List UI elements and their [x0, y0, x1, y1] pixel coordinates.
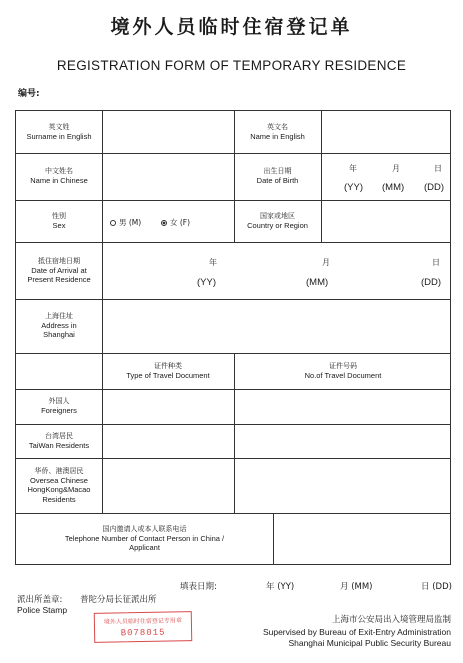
police-station-name: 普陀分局长征派出所 [80, 595, 157, 605]
column-divider [102, 242, 103, 353]
sex-option-male[interactable] [110, 217, 141, 228]
given-name-label: 英文名 Name in English [250, 122, 305, 141]
column-divider [102, 111, 103, 242]
radio-icon [110, 220, 116, 226]
dob-month-cn: 月 [392, 164, 400, 173]
police-stamp-label-cn: 派出所盖章: [17, 595, 63, 605]
sex-option-female-label: 女 (F) [170, 218, 191, 227]
fill-date-day: 日 (DD) [421, 582, 452, 592]
stamp-number: B078015 [120, 627, 166, 639]
address-label: 上海住址 Address in Shanghai [41, 312, 77, 340]
arrival-year-en: (YY) [197, 277, 216, 288]
arrival-day-cn: 日 [432, 258, 440, 267]
arrival-month-cn: 月 [322, 258, 330, 267]
column-divider [273, 513, 274, 565]
serial-number-label: 编号: [18, 89, 40, 99]
dob-year-en: (YY) [344, 182, 363, 193]
arrival-month-en: (MM) [306, 277, 329, 288]
supervisor-en-line1: Supervised by Bureau of Exit-Entry Administration [262, 627, 451, 637]
sex-option-female[interactable] [161, 217, 190, 228]
foreigners-label: 外国人 Foreigners [41, 397, 77, 416]
radio-checked-icon [161, 220, 167, 226]
document-number-header: 证件号码 No.of Travel Document [304, 361, 382, 380]
arrival-day-en: (DD) [421, 277, 442, 288]
arrival-date-label: 抵住宿地日期 Date of Arrival at Present Residence [27, 256, 91, 284]
document-type-header: 证件种类 Type of Travel Document [126, 361, 210, 380]
dob-day-cn: 日 [434, 164, 442, 173]
fill-date-label: 填表日期: [180, 582, 217, 592]
date-of-birth-label: 出生日期 Date of Birth [256, 167, 299, 186]
official-stamp [94, 611, 193, 643]
sex-option-male-label: 男 (M) [119, 218, 142, 227]
fill-date-year: 年 (YY) [266, 582, 295, 592]
supervisor-cn: 上海市公安局出入境管理局监制 [331, 615, 451, 625]
dob-month-en: (MM) [382, 182, 405, 193]
chinese-name-label: 中文姓名 Name in Chinese [30, 167, 88, 186]
country-label: 国家或地区 Country or Region [247, 211, 308, 230]
supervisor-en-line2: Shanghai Municipal Public Security Bureau [288, 638, 451, 648]
contact-phone-label: 国内邀请人或本人联系电话 Telephone Number of Contact Person in China / Applicant [64, 525, 225, 553]
police-stamp-label-en: Police Stamp [17, 605, 68, 615]
form-title-chinese: 境外人员临时住宿登记单 [110, 16, 353, 38]
taiwan-residents-label: 台湾居民 TaiWan Residents [28, 431, 90, 450]
dob-day-en: (DD) [424, 182, 445, 193]
dob-year-cn: 年 [349, 164, 357, 173]
column-divider [321, 111, 322, 242]
registration-form-table [15, 110, 451, 565]
form-title-english: REGISTRATION FORM OF TEMPORARY RESIDENCE [56, 58, 407, 73]
arrival-year-cn: 年 [209, 258, 217, 267]
stamp-text: 境外人员临时住宿登记专用章 [103, 617, 182, 626]
fill-date-month: 月 (MM) [340, 582, 373, 592]
sex-label: 性别 Sex [52, 211, 66, 230]
overseas-chinese-label: 华侨、港澳居民 Oversea Chinese HongKong&Macao Residents [27, 467, 91, 504]
surname-label: 英文姓 Surname in English [26, 122, 92, 141]
